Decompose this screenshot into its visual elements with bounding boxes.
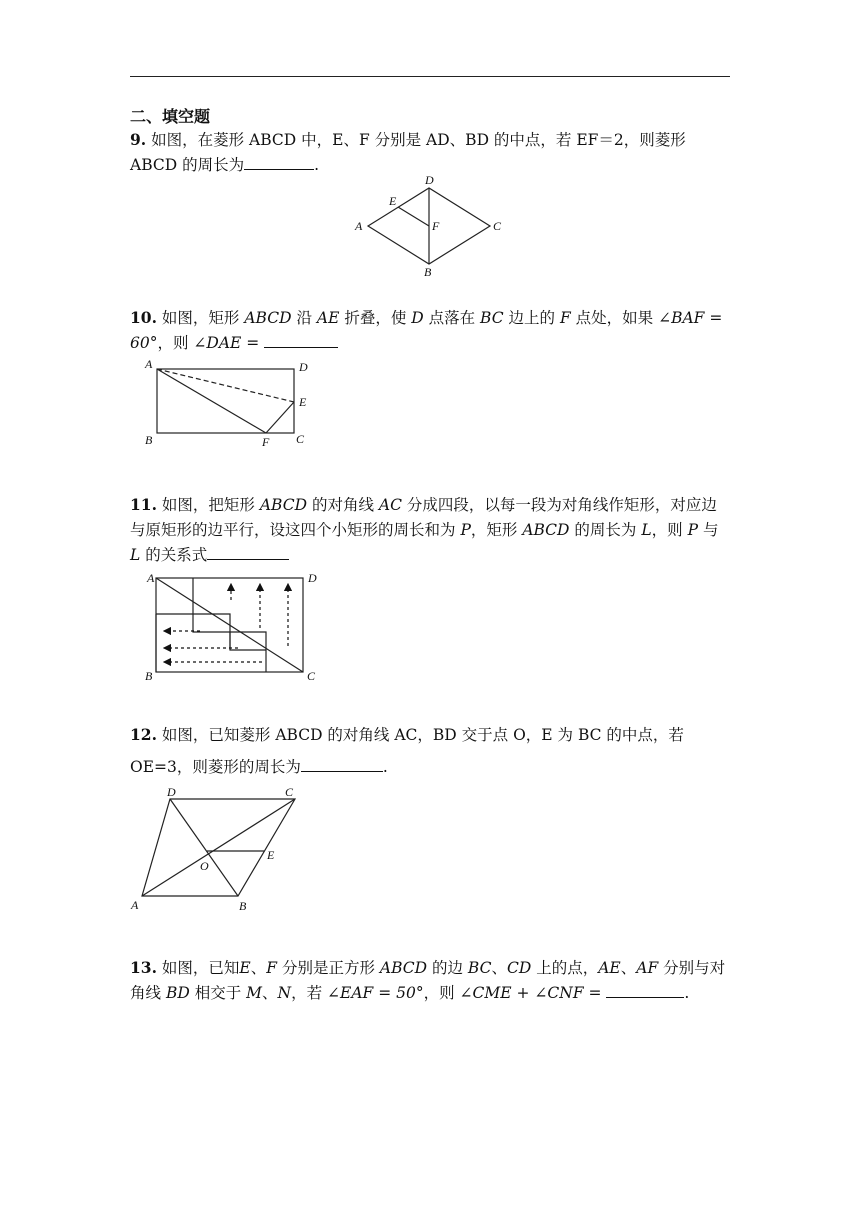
var: L: [641, 521, 652, 539]
question-number: 13.: [130, 958, 157, 977]
text: ，矩形: [470, 521, 523, 539]
label-D: D: [167, 785, 176, 799]
label-A: A: [355, 219, 363, 233]
var: BC: [467, 959, 492, 977]
label-D: D: [308, 571, 317, 585]
question-12: [130, 719, 732, 783]
var: F: [266, 959, 278, 977]
question-text: 如图，在菱形 ABCD 中，E、F 分别是 AD、BD 的中点，若 EF＝2，则菱形 ABCD 的周长为: [130, 131, 686, 174]
var: P: [460, 521, 471, 539]
text: 相交于: [189, 984, 247, 1002]
text: 点落在: [423, 309, 481, 327]
label-C: C: [307, 669, 316, 683]
header-rule: [130, 76, 730, 77]
condition: ∠BAF = 60°: [130, 309, 723, 352]
text: ，则: [651, 521, 688, 539]
answer-blank[interactable]: [301, 756, 383, 772]
label-C: C: [285, 785, 294, 799]
answer-blank[interactable]: [606, 982, 684, 998]
figure-q11-rectangles: [140, 570, 330, 686]
var: ABCD: [379, 959, 428, 977]
var: F: [559, 309, 571, 327]
figure-q9-rhombus: [350, 172, 510, 280]
text: ，若: [291, 984, 328, 1002]
text: 如图，矩形: [161, 309, 245, 327]
label-B: B: [145, 669, 153, 683]
label-D: D: [299, 360, 308, 374]
var: AF: [636, 959, 659, 977]
var: L: [130, 546, 141, 564]
var: BC: [480, 309, 504, 327]
var: AE: [598, 959, 621, 977]
question-number: 9.: [130, 130, 147, 149]
var: P: [687, 521, 699, 539]
text: ，则: [157, 334, 194, 352]
label-B: B: [145, 433, 153, 447]
text: 、: [262, 984, 278, 1002]
text: 如图，把矩形: [161, 496, 260, 514]
period: .: [684, 984, 690, 1002]
ask: ∠DAE =: [193, 334, 260, 352]
text: 折叠，使: [339, 309, 412, 327]
text: 分成四段，以每一段为对角线作矩形，对应边与原矩形的边平行，设这四个小矩形的周长和为: [130, 496, 717, 539]
question-10: [130, 305, 732, 356]
label-B: B: [239, 899, 247, 913]
var: E: [239, 959, 251, 977]
question-text: 如图，已知菱形 ABCD 的对角线 AC，BD 交于点 O，E 为 BC 的中点，若 OE=3，则菱形的周长为: [130, 726, 684, 776]
label-C: C: [493, 219, 502, 233]
text: 的对角线: [307, 496, 379, 514]
text: ，则: [423, 984, 460, 1002]
text: 的关系式: [140, 546, 208, 564]
text: 、: [250, 959, 267, 977]
text: 如图，已知: [161, 959, 240, 977]
label-A: A: [147, 571, 155, 585]
answer-blank[interactable]: [264, 332, 338, 348]
var: ABCD: [522, 521, 570, 539]
text: 点处，如果: [570, 309, 659, 327]
label-C: C: [296, 432, 305, 446]
answer-blank[interactable]: [207, 544, 289, 560]
text: 上的点，: [531, 959, 599, 977]
label-E: E: [267, 848, 275, 862]
label-D: D: [425, 173, 434, 187]
period: .: [382, 758, 388, 776]
period: .: [314, 156, 320, 174]
text: 与: [698, 521, 719, 539]
section-title: 二、填空题: [130, 107, 211, 126]
var: AC: [378, 496, 402, 514]
text: 、: [620, 959, 637, 977]
var: BD: [165, 984, 190, 1002]
label-F: F: [432, 219, 440, 233]
text: 、: [491, 959, 507, 977]
question-number: 10.: [130, 308, 157, 327]
question-number: 11.: [130, 495, 157, 514]
label-E: E: [299, 395, 307, 409]
answer-blank[interactable]: [244, 154, 314, 170]
label-B: B: [424, 265, 432, 279]
text: 分别是正方形: [277, 959, 380, 977]
question-11: [130, 492, 732, 568]
condition: ∠EAF = 50°: [327, 984, 424, 1002]
text: 边上的: [503, 309, 560, 327]
var: ABCD: [244, 309, 292, 327]
ask: ∠CME + ∠CNF =: [459, 984, 602, 1002]
label-A: A: [145, 357, 153, 371]
label-A: A: [131, 898, 139, 912]
var: ABCD: [259, 496, 308, 514]
question-9: [130, 127, 732, 178]
figure-q10-rectangle: [140, 358, 320, 450]
var: AE: [316, 309, 340, 327]
var: N: [277, 984, 292, 1002]
label-F: F: [262, 435, 270, 449]
var: M: [246, 984, 262, 1002]
label-O: O: [200, 859, 209, 873]
text: 分别与对角线: [130, 959, 726, 1002]
var: D: [411, 309, 424, 327]
text: 的边: [427, 959, 468, 977]
var: CD: [506, 959, 532, 977]
text: 的周长为: [569, 521, 642, 539]
question-13: [130, 955, 732, 1006]
question-number: 12.: [130, 725, 157, 744]
figure-q12-rhombus: [130, 780, 294, 920]
text: 沿: [291, 309, 317, 327]
label-E: E: [389, 194, 397, 208]
